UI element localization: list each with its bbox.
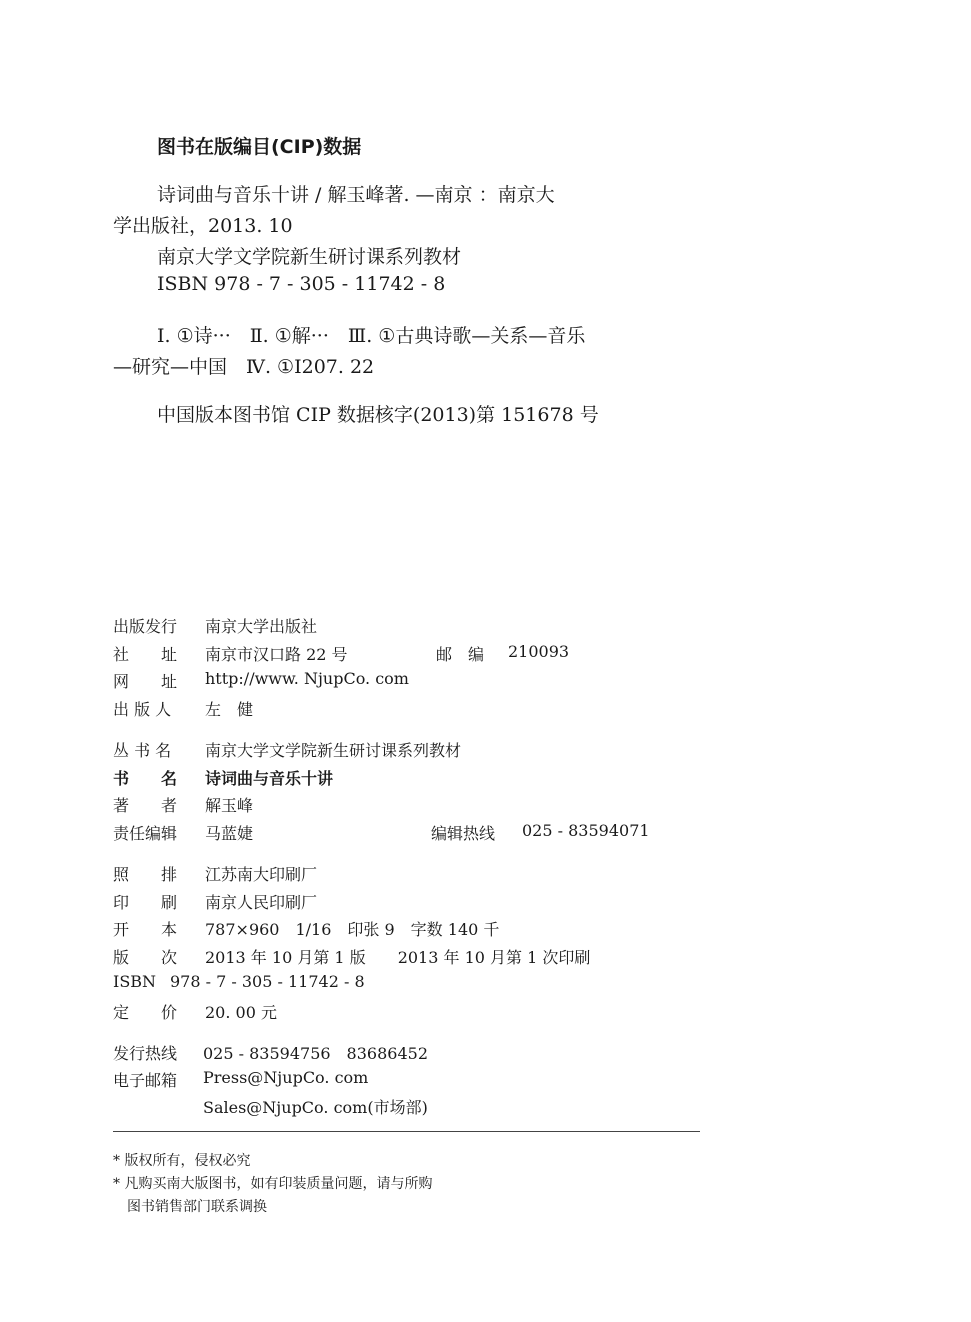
cip-record-number: 中国版本图书馆 CIP 数据核字(2013)第 151678 号 — [157, 404, 599, 426]
editor-value: 马蓝婕 — [205, 824, 254, 843]
cip-line-1: 诗词曲与音乐十讲 / 解玉峰著. —南京 ：南京大 — [157, 184, 555, 206]
edition-value: 2013 年 10 月第 1 版 2013 年 10 月第 1 次印刷 — [205, 948, 591, 967]
author-value: 解玉峰 — [205, 796, 254, 815]
author-label: 著 者 — [113, 796, 178, 815]
address-value: 南京市汉口路 22 号 — [205, 645, 348, 664]
cip-isbn: ISBN 978 - 7 - 305 - 11742 - 8 — [157, 273, 446, 295]
cip-title: 图书在版编目(CIP)数据 — [157, 136, 362, 158]
printing-value: 南京人民印刷厂 — [205, 893, 318, 912]
website-value: http://www. NjupCo. com — [205, 669, 409, 688]
sales-hotline-value: 025 - 83594756 83686452 — [203, 1044, 428, 1063]
typesetting-value: 江苏南大印刷厂 — [205, 865, 318, 884]
footer-divider — [113, 1131, 700, 1132]
sales-hotline-label: 发行热线 — [113, 1044, 178, 1063]
format-label: 开 本 — [113, 920, 178, 939]
quality-note-1: * 凡购买南大版图书，如有印装质量问题，请与所购 — [113, 1176, 433, 1192]
publisher-value: 南京大学出版社 — [205, 617, 318, 636]
sales-email-value: Sales@NjupCo. com(市场部) — [203, 1098, 428, 1117]
editor-label: 责任编辑 — [113, 824, 178, 843]
copyright-note: * 版权所有，侵权必究 — [113, 1153, 251, 1169]
cip-classification-1: Ⅰ. ①诗··· Ⅱ. ①解··· Ⅲ. ①古典诗歌—关系—音乐 — [157, 325, 586, 347]
publisher-person-value: 左 健 — [205, 700, 254, 719]
isbn-value: 978 - 7 - 305 - 11742 - 8 — [170, 972, 365, 991]
book-title-label: 书 名 — [113, 769, 178, 788]
printing-label: 印 刷 — [113, 893, 178, 912]
series-value: 南京大学文学院新生研讨课系列教材 — [205, 741, 462, 760]
publisher-person-label: 出 版 人 — [113, 700, 172, 719]
postcode-value: 210093 — [508, 642, 570, 661]
email-value: Press@NjupCo. com — [203, 1068, 369, 1087]
cip-line-3: 南京大学文学院新生研讨课系列教材 — [157, 246, 462, 268]
publisher-label: 出版发行 — [113, 617, 178, 636]
format-value: 787×960 1/16 印张 9 字数 140 千 — [205, 920, 500, 939]
cip-classification-2: —研究—中国 Ⅳ. ①I207. 22 — [113, 356, 375, 378]
quality-note-2: 图书销售部门联系调换 — [127, 1199, 267, 1215]
cip-line-2: 学出版社，2013. 10 — [113, 215, 293, 237]
editor-hotline-label: 编辑热线 — [431, 824, 496, 843]
isbn-label: ISBN — [113, 972, 157, 991]
series-label: 丛 书 名 — [113, 741, 172, 760]
edition-label: 版 次 — [113, 948, 178, 967]
price-value: 20. 00 元 — [205, 1003, 277, 1022]
address-label: 社 址 — [113, 645, 178, 664]
price-label: 定 价 — [113, 1003, 178, 1022]
email-label: 电子邮箱 — [113, 1071, 178, 1090]
book-title-value: 诗词曲与音乐十讲 — [205, 769, 334, 788]
typesetting-label: 照 排 — [113, 865, 178, 884]
postcode-label: 邮 编 — [436, 645, 485, 664]
editor-hotline-value: 025 - 83594071 — [522, 821, 650, 840]
website-label: 网 址 — [113, 672, 178, 691]
